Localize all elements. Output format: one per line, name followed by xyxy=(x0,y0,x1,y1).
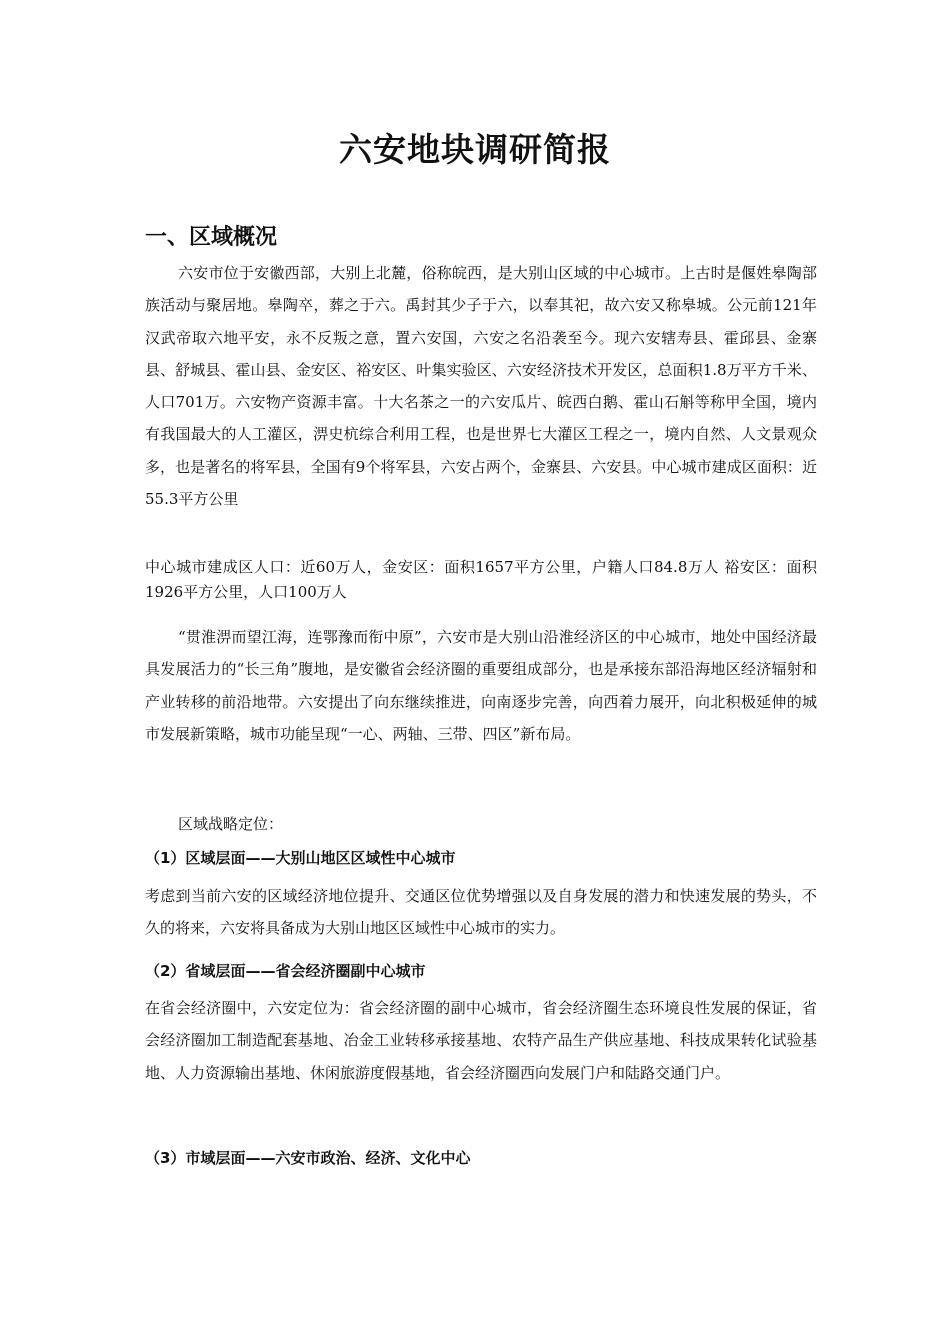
strategy-item-3-heading: （3）市域层面——六安市政治、经济、文化中心 xyxy=(145,1149,471,1167)
paragraph-population-area: 中心城市建成区人口：近60万人，金安区：面积1657平方公里，户籍人口84.8万人 裕安区：面积1926平方公里，人口100万人 xyxy=(145,558,817,601)
strategy-item-2-text: 在省会经济圈中，六安定位为：省会经济圈的副中心城市，省会经济圈生态环境良性发展的保证，省会经济圈加工制造配套基地、冶金工业转移承接基地、农特产品生产供应基地、科技成果转化试验基地、人力资源输出基地、休闲旅游度假基地，省会经济圈西向发展门户和陆路交通门户。 xyxy=(145,999,817,1082)
strategy-item-1-heading: （1）区域层面——大别山地区区域性中心城市 xyxy=(145,849,456,867)
strategy-label: 区域战略定位： xyxy=(178,815,284,833)
section-heading-region-overview: 一、区域概况 xyxy=(145,225,278,250)
document-title: 六安地块调研简报 xyxy=(339,130,611,169)
strategy-item-1-text: 考虑到当前六安的区域经济地位提升、交通区位优势增强以及自身发展的潜力和快速发展的势头，不久的将来，六安将具备成为大别山地区区域性中心城市的实力。 xyxy=(145,887,817,938)
strategy-item-2-heading: （2）省域层面——省会经济圈副中心城市 xyxy=(145,962,426,980)
paragraph-strategic-location: “贯淮淠而望江海，连鄂豫而衔中原”，六安市是大别山沿淮经济区的中心城市，地处中国经济最具发展活力的“长三角”腹地，是安徽省会经济圈的重要组成部分，也是承接东部沿海地区经济辐射和产业转移的前沿地带。六安提出了向东继续推进，向南逐步完善，向西着力展开，向北积极延伸的城市发展新策略，城市功能呈现“一心、两轴、三带、四区”新布局。 xyxy=(145,628,817,743)
paragraph-city-overview: 六安市位于安徽西部，大别上北麓，俗称皖西，是大别山区域的中心城市。上古时是偃姓皋陶部族活动与聚居地。皋陶卒，葬之于六。禹封其少子于六，以奉其祀，故六安又称皋城。公元前121年汉武帝取六地平安，永不反叛之意，置六安国，六安之名沿袭至今。现六安辖寿县、霍邱县、金寨县、舒城县、霍山县、金安区、裕安区、叶集实验区、六安经济技术开发区，总面积1.8万平方千米、人口701万。六安物产资源丰富。十大名茶之一的六安瓜片、皖西白鹅、霍山石斛等称甲全国，境内有我国最大的人工灌区，淠史杭综合利用工程，也是世界七大灌区工程之一，境内自然、人文景观众多，也是著名的将军县，全国有9个将军县，六安占两个，金寨县、六安县。中心城市建成区面积：近55.3平方公里 xyxy=(145,264,817,509)
